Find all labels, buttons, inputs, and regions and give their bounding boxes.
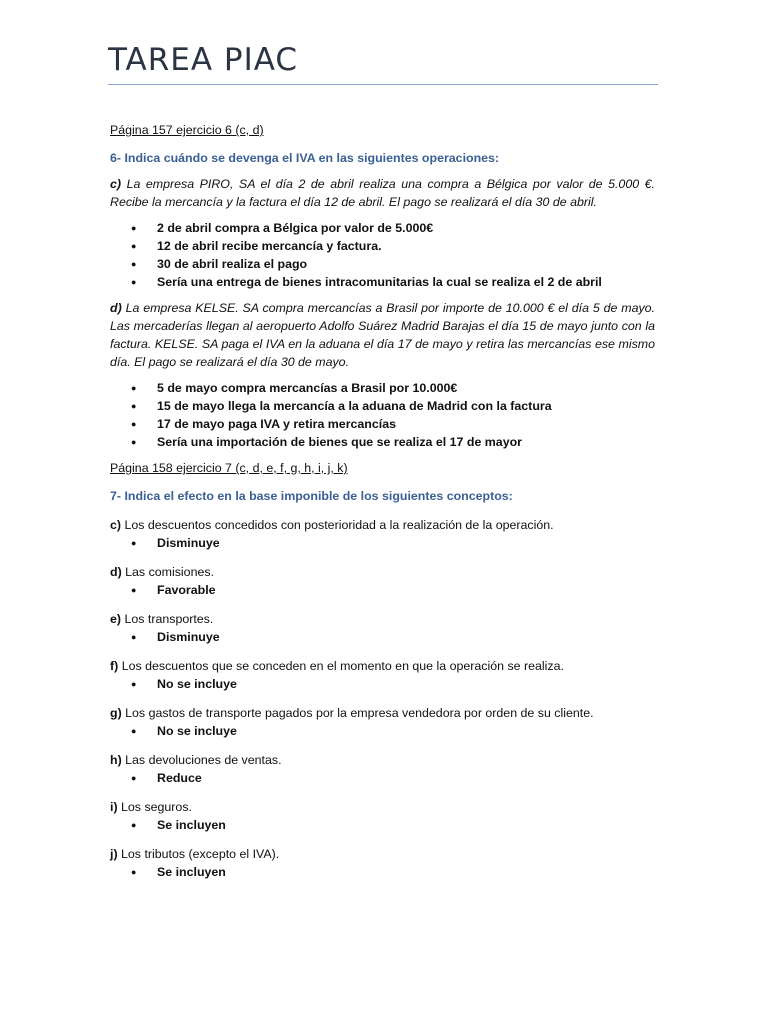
list-item: ● 30 de abril realiza el pago: [110, 255, 655, 273]
question-label: d): [110, 301, 122, 315]
item-answer: ● Disminuye: [110, 534, 655, 552]
item-answer: ● Disminuye: [110, 628, 655, 646]
item-label: g): [110, 706, 122, 720]
item-text: Los gastos de transporte pagados por la empresa vendedora por orden de su cliente.: [121, 706, 594, 720]
page-title: TAREA PIAC: [108, 42, 299, 78]
item-answer: ● Se incluyen: [110, 863, 655, 881]
item-label: f): [110, 659, 119, 673]
item-text: Las devoluciones de ventas.: [121, 753, 282, 767]
item-label: e): [110, 612, 122, 626]
concept-item: [110, 751, 655, 787]
item-answer: ● Se incluyen: [110, 816, 655, 834]
list-item: ● 15 de mayo llega la mercancía a la aduana de Madrid con la factura: [110, 397, 655, 415]
list-item: ● 17 de mayo paga IVA y retira mercancías: [110, 415, 655, 433]
item-answer: ● Reduce: [110, 769, 655, 787]
concept-item: [110, 704, 655, 740]
answer-list: [110, 379, 655, 451]
item-answer: ● No se incluye: [110, 722, 655, 740]
question-label: c): [110, 177, 122, 191]
item-text: Los transportes.: [121, 612, 214, 626]
item-label: d): [110, 565, 122, 579]
item-label: c): [110, 518, 122, 532]
item-label: j): [110, 847, 118, 861]
item-text: Los descuentos concedidos con posterioridad a la realización de la operación.: [121, 518, 554, 532]
title-divider: [108, 84, 658, 85]
item-text: Los descuentos que se conceden en el momento en que la operación se realiza.: [118, 659, 564, 673]
item-text: Los seguros.: [117, 800, 192, 814]
document-body: [110, 121, 655, 881]
exercise-reference: Página 158 ejercicio 7 (c, d, e, f, g, h, i, j, k): [110, 461, 348, 475]
answer-list: [110, 219, 655, 291]
item-text: Las comisiones.: [121, 565, 214, 579]
concept-item: [110, 845, 655, 881]
item-answer: ● Favorable: [110, 581, 655, 599]
list-item: ● Sería una entrega de bienes intracomunitarias la cual se realiza el 2 de abril: [110, 273, 655, 291]
section-heading: 6- Indica cuándo se devenga el IVA en las siguientes operaciones:: [110, 151, 500, 165]
concept-item: [110, 516, 655, 552]
list-item: ● 12 de abril recibe mercancía y factura.: [110, 237, 655, 255]
question-text: La empresa PIRO, SA el día 2 de abril realiza una compra a Bélgica por valor de 5.000 €. Recibe la mercancía y la factura el día 12 de abril. El pago se realizará el día 30 de abril.: [110, 177, 655, 209]
concept-item: [110, 798, 655, 834]
item-label: h): [110, 753, 122, 767]
item-label: i): [110, 800, 118, 814]
exercise-reference: Página 157 ejercicio 6 (c, d): [110, 123, 264, 137]
item-text: Los tributos (excepto el IVA).: [117, 847, 280, 861]
concept-item: [110, 657, 655, 693]
section-heading: 7- Indica el efecto en la base imponible de los siguientes conceptos:: [110, 489, 513, 503]
item-answer: ● No se incluye: [110, 675, 655, 693]
list-item: ● 5 de mayo compra mercancías a Brasil por 10.000€: [110, 379, 655, 397]
question-d: [110, 299, 655, 371]
list-item: ● 2 de abril compra a Bélgica por valor de 5.000€: [110, 219, 655, 237]
question-c: [110, 175, 655, 211]
concept-item: [110, 610, 655, 646]
question-text: La empresa KELSE. SA compra mercancías a Brasil por importe de 10.000 € el día 5 de mayo. Las mercaderías llegan al aeropuerto Adolfo Suárez Madrid Barajas el día 15 de mayo junto con la factura. KELSE. SA paga el IVA en la aduana el día 17 de mayo y retira las mercancías ese mismo día. El pago se realizará el día 30 de mayo.: [110, 301, 655, 369]
concept-item: [110, 563, 655, 599]
list-item: ● Sería una importación de bienes que se realiza el 17 de mayor: [110, 433, 655, 451]
